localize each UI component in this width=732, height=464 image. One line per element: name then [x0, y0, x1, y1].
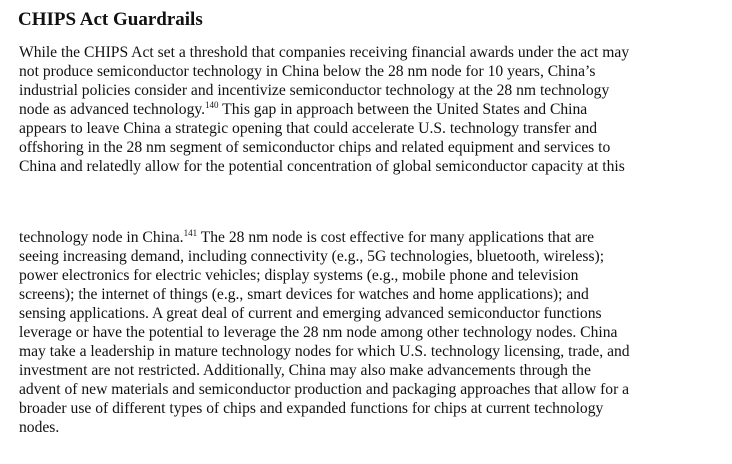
paragraph-line: investment are not restricted. Additionally, China may also make advancements through the — [19, 362, 591, 379]
paragraph-line: broader use of different types of chips and expanded functions for chips at current technology — [19, 400, 604, 417]
paragraph-line: While the CHIPS Act set a threshold that companies receiving financial awards under the act may — [19, 44, 630, 61]
line-text: This gap in approach between the United States and China — [218, 101, 588, 118]
paragraph-line: nodes. — [19, 419, 60, 436]
paragraph-line: may take a leadership in mature technology nodes for which U.S. technology licensing, trade, and — [19, 343, 630, 360]
line-text: technology node in China. — [19, 229, 184, 246]
section-heading: CHIPS Act Guardrails — [18, 9, 203, 30]
paragraph-line: advent of new materials and semiconductor production and packaging approaches that allow for a — [19, 381, 630, 398]
paragraph-line: offshoring in the 28 nm segment of semiconductor chips and related equipment and services to — [19, 139, 611, 156]
footnote-ref-140: 140 — [205, 100, 219, 110]
paragraph-line: China and relatedly allow for the potential concentration of global semiconductor capacity at this — [19, 158, 625, 175]
line-text: The 28 nm node is cost effective for many applications that are — [197, 229, 595, 246]
paragraph-line: leverage or have the potential to leverage the 28 nm node among other technology nodes. China — [19, 324, 618, 341]
paragraph-line: appears to leave China a strategic opening that could accelerate U.S. technology transfer and — [19, 120, 598, 137]
paragraph-line — [19, 228, 594, 247]
paragraph-line: not produce semiconductor technology in China below the 28 nm node for 10 years, China’s — [19, 63, 596, 80]
paragraph-line: screens); the internet of things (e.g., smart devices for watches and home applications); and — [19, 286, 589, 303]
paragraph-line: industrial policies consider and incentivize semiconductor technology at the 28 nm technology — [19, 82, 610, 99]
footnote-ref-141: 141 — [183, 228, 198, 238]
paragraph-line: seeing increasing demand, including connectivity (e.g., 5G technologies, bluetooth, wireless); — [19, 248, 605, 265]
paragraph-line — [19, 100, 587, 119]
paragraph-line: power electronics for electric vehicles; display systems (e.g., mobile phone and television — [19, 267, 579, 284]
paragraph-line: sensing applications. A great deal of current and emerging advanced semiconductor functions — [19, 305, 602, 322]
line-text: node as advanced technology. — [19, 101, 206, 118]
